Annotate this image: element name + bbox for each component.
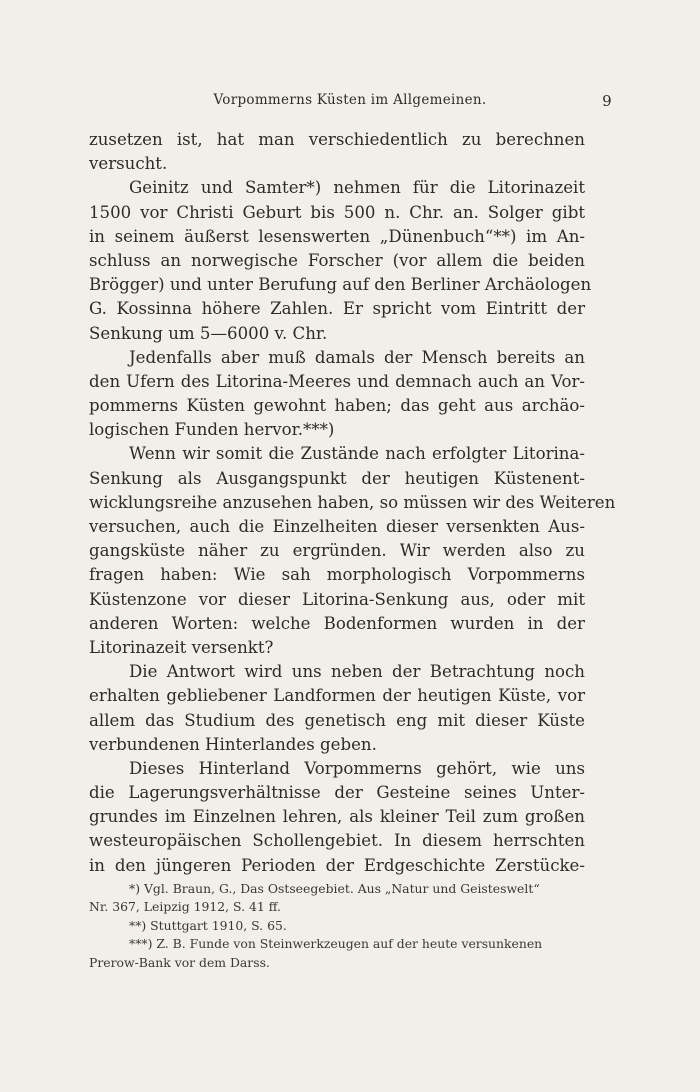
- text-line: grundes im Einzelnen lehren, als kleiner Teil zum großen: [89, 807, 585, 827]
- text-line: gangsküste näher zu ergründen. Wir werden also zu: [89, 541, 585, 561]
- text-line: in seinem äußerst lesenswerten „Dünenbuch“**) im An-: [89, 226, 585, 246]
- body-text: [89, 128, 616, 878]
- text-line: versucht.: [89, 154, 168, 174]
- text-line: Senkung als Ausgangspunkt der heutigen Küstenent-: [89, 468, 585, 488]
- text-line: die Lagerungsverhältnisse der Gesteine seines Unter-: [89, 783, 585, 803]
- text-line: wicklungsreihe anzusehen haben, so müssen wir des Weiteren: [89, 492, 616, 512]
- text-line: versuchen, auch die Einzelheiten dieser versenkten Aus-: [89, 517, 585, 536]
- text-line: Litorinazeit versenkt?: [89, 637, 274, 657]
- text-line: westeuropäischen Schollengebiet. In diesem herrschten: [89, 831, 585, 851]
- text-line: Senkung um 5—6000 v. Chr.: [89, 323, 328, 343]
- text-line: Die Antwort wird uns neben der Betrachtung noch: [129, 662, 585, 682]
- footnote-line: *) Vgl. Braun, G., Das Ostseegebiet. Aus „Natur und Geisteswelt“: [129, 881, 540, 896]
- text-line: den Ufern des Litorina-Meeres und demnach auch an Vor-: [89, 371, 585, 391]
- footnote-line: ***) Z. B. Funde von Steinwerkzeugen auf der heute versunkenen: [129, 936, 543, 952]
- text-line: Küstenzone vor dieser Litorina-Senkung aus, oder mit: [89, 589, 585, 609]
- text-line: schluss an norwegische Forscher (vor allem die beiden: [89, 250, 585, 270]
- text-line: Geinitz und Samter*) nehmen für die Litorinazeit: [129, 178, 585, 198]
- text-line: verbundenen Hinterlandes geben.: [89, 734, 377, 754]
- page-number: 9: [602, 92, 612, 110]
- footnote-line: **) Stuttgart 1910, S. 65.: [129, 917, 287, 933]
- text-line: logischen Funden hervor.***): [89, 420, 335, 440]
- running-head: [0, 92, 700, 112]
- running-title: Vorpommerns Küsten im Allgemeinen.: [213, 92, 487, 108]
- text-line: Wenn wir somit die Zustände nach erfolgter Litorina-: [129, 444, 585, 464]
- text-line: pommerns Küsten gewohnt haben; das geht aus archäo-: [89, 396, 585, 416]
- text-line: Dieses Hinterland Vorpommerns gehört, wie uns: [129, 758, 585, 778]
- text-line: anderen Worten: welche Bodenformen wurden in der: [89, 613, 585, 633]
- text-line: allem das Studium des genetisch eng mit dieser Küste: [89, 710, 585, 730]
- footnote-line: Prerow-Bank vor dem Darss.: [89, 954, 270, 970]
- text-line: zusetzen ist, hat man verschiedentlich zu berechnen: [89, 130, 585, 149]
- text-line: G. Kossinna höhere Zahlen. Er spricht vom Eintritt der: [89, 299, 585, 319]
- text-line: in den jüngeren Perioden der Erdgeschichte Zerstücke-: [89, 855, 585, 875]
- text-line: erhalten gebliebener Landformen der heutigen Küste, vor: [89, 686, 585, 706]
- text-line: 1500 vor Christi Geburt bis 500 n. Chr. an. Solger gibt: [89, 202, 585, 222]
- footnotes: [89, 880, 585, 972]
- text-line: fragen haben: Wie sah morphologisch Vorpommerns: [89, 565, 585, 585]
- text-line: Brögger) und unter Berufung auf den Berliner Archäologen: [89, 275, 592, 295]
- text-line: Jedenfalls aber muß damals der Mensch bereits an: [129, 347, 585, 367]
- footnote-line: Nr. 367, Leipzig 1912, S. 41 ff.: [89, 899, 281, 915]
